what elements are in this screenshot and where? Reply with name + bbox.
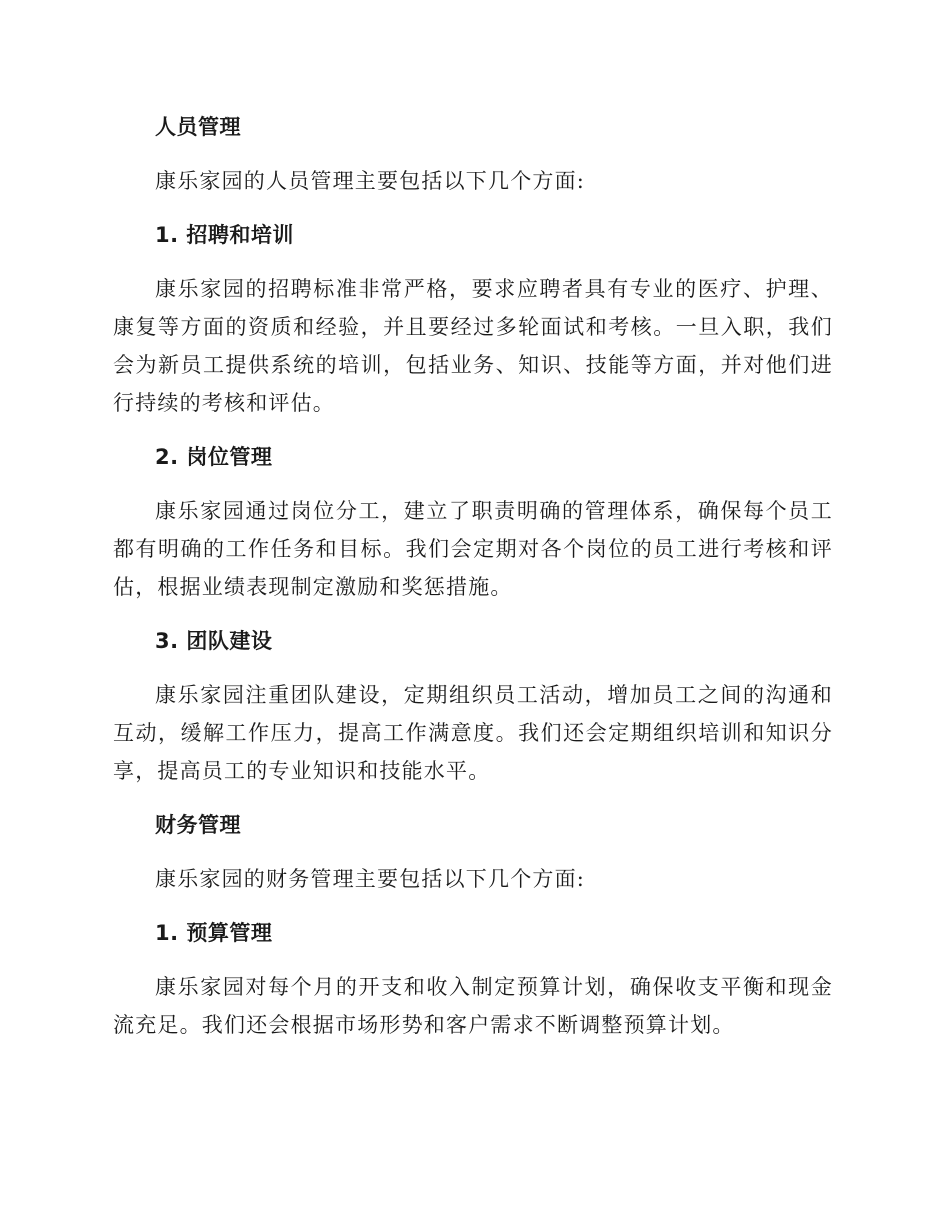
- paragraph-recruitment-training: 康乐家园的招聘标准非常严格，要求应聘者具有专业的医疗、护理、康复等方面的资质和经验，并且要经过多轮面试和考核。一旦入职，我们会为新员工提供系统的培训，包括业务、知识、技能等方面，并对他们进行持续的考核和评估。: [113, 277, 833, 415]
- paragraph-team-building: 康乐家园注重团队建设，定期组织员工活动，增加员工之间的沟通和互动，缓解工作压力，提高工作满意度。我们还会定期组织培训和知识分享，提高员工的专业知识和技能水平。: [113, 683, 833, 783]
- subheading-recruitment-training: 1. 招聘和培训: [155, 223, 294, 247]
- section-heading-personnel: 人员管理: [155, 115, 241, 139]
- paragraph-position-management: 康乐家园通过岗位分工，建立了职责明确的管理体系，确保每个员工都有明确的工作任务和目标。我们会定期对各个岗位的员工进行考核和评估，根据业绩表现制定激励和奖惩措施。: [113, 499, 833, 599]
- paragraph-finance-intro: 康乐家园的财务管理主要包括以下几个方面:: [155, 867, 586, 891]
- paragraph-budget-management: 康乐家园对每个月的开支和收入制定预算计划，确保收支平衡和现金流充足。我们还会根据市场形势和客户需求不断调整预算计划。: [113, 975, 833, 1037]
- subheading-position-management: 2. 岗位管理: [155, 445, 273, 469]
- document-body: [113, 108, 833, 1060]
- paragraph-personnel-intro: 康乐家园的人员管理主要包括以下几个方面:: [155, 169, 586, 193]
- section-heading-finance: 财务管理: [155, 813, 241, 837]
- subheading-team-building: 3. 团队建设: [155, 629, 273, 653]
- subheading-budget-management: 1. 预算管理: [155, 921, 273, 945]
